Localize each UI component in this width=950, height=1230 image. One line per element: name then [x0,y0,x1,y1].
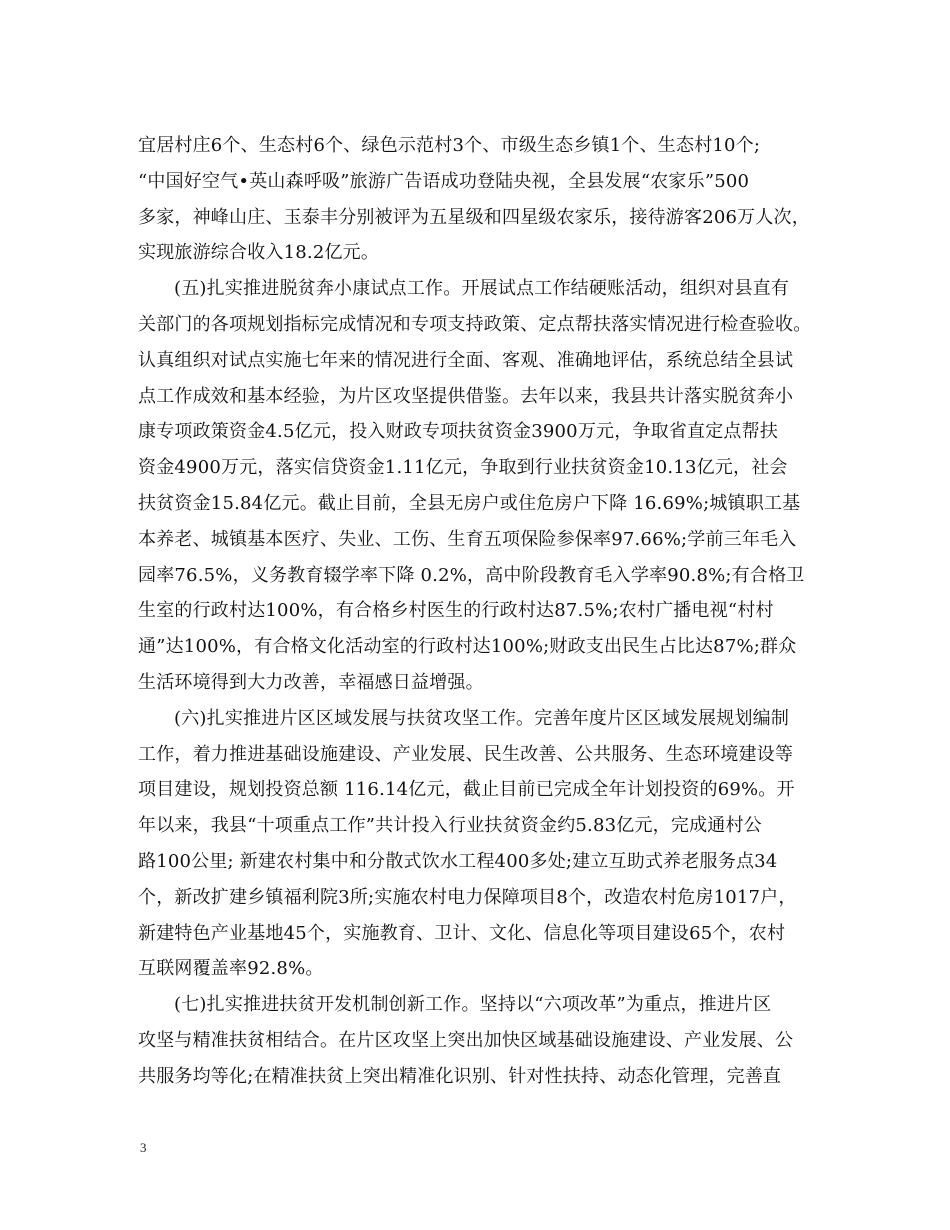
text-line: 关部门的各项规划指标完成情况和专项支持政策、定点帮扶落实情况进行检查验收。 [138,313,812,335]
text-line: 资金4900万元，落实信贷资金1.11亿元，争取到行业扶贫资金10.13亿元，社会 [138,457,788,479]
text-line: 本养老、城镇基本医疗、失业、工伤、生育五项保险参保率97.66%;学前三年毛入 [138,528,797,550]
section-7-heading-line: (七)扎实推进扶贫开发机制创新工作。坚持以“六项改革”为重点，推进片区 [174,994,772,1016]
text-line: 新建特色产业基地45个，实施教育、卫计、文化、信息化等项目建设65个，农村 [138,922,786,944]
text-line: 康专项政策资金4.5亿元，投入财政专项扶贫资金3900万元，争取省直定点帮扶 [138,421,779,443]
text-line: 生活环境得到大力改善，幸福感日益增强。 [138,671,484,693]
text-line: “中国好空气•英山森呼吸”旅游广告语成功登陆央视，全县发展“农家乐”500 [138,170,750,192]
section-6-heading-line: (六)扎实推进片区区域发展与扶贫攻坚工作。完善年度片区区域发展规划编制 [174,707,790,729]
text-line: 点工作成效和基本经验，为片区攻坚提供借鉴。去年以来，我县共计落实脱贫奔小 [138,385,794,407]
text-line: 生室的行政村达100%，有合格乡村医生的行政村达87.5%;农村广播电视“村村 [138,600,774,622]
text-line: 攻坚与精准扶贫相结合。在片区攻坚上突出加快区域基础设施建设、产业发展、公 [138,1029,794,1051]
text-line: 工作，着力推进基础设施建设、产业发展、民生改善、公共服务、生态环境建设等 [138,743,794,765]
text-line: 实现旅游综合收入18.2亿元。 [138,242,380,264]
text-line: 多家，神峰山庄、玉泰丰分别被评为五星级和四星级农家乐，接待游客206万人次， [138,206,810,228]
page-number: 3 [140,1140,147,1155]
text-line: 认真组织对试点实施七年来的情况进行全面、客观、准确地评估，系统总结全县试 [138,349,794,371]
text-line: 项目建设，规划投资总额 116.14亿元，截止目前已完成全年计划投资的69%。开 [138,779,795,801]
text-line: 扶贫资金15.84亿元。截止目前，全县无房户或住危房户下降 16.69%;城镇职工基 [138,492,801,514]
text-line: 通”达100%，有合格文化活动室的行政村达100%;财政支出民生占比达87%;群众 [138,636,797,658]
text-line: 年以来，我县“十项重点工作”共计投入行业扶贫资金约5.83亿元，完成通村公 [138,815,762,837]
body-text [138,128,818,1095]
text-line: 宜居村庄6个、生态村6个、绿色示范村3个、市级生态乡镇1个、生态村10个; [138,135,761,156]
text-line: 互联网覆盖率92.8%。 [138,958,324,980]
text-line: 路100公里; 新建农村集中和分散式饮水工程400多处;建立互助式养老服务点34 [138,850,778,872]
section-5-heading-line: (五)扎实推进脱贫奔小康试点工作。开展试点工作结硬账活动，组织对县直有 [174,278,790,300]
text-line: 共服务均等化;在精准扶贫上突出精准化识别、针对性扶持、动态化管理，完善直 [138,1065,782,1087]
text-line: 园率76.5%，义务教育辍学率下降 0.2%，高中阶段教育毛入学率90.8%;有合格卫 [138,564,805,586]
text-line: 个，新改扩建乡镇福利院3所;实施农村电力保障项目8个，改造农村危房1017户， [138,886,797,908]
